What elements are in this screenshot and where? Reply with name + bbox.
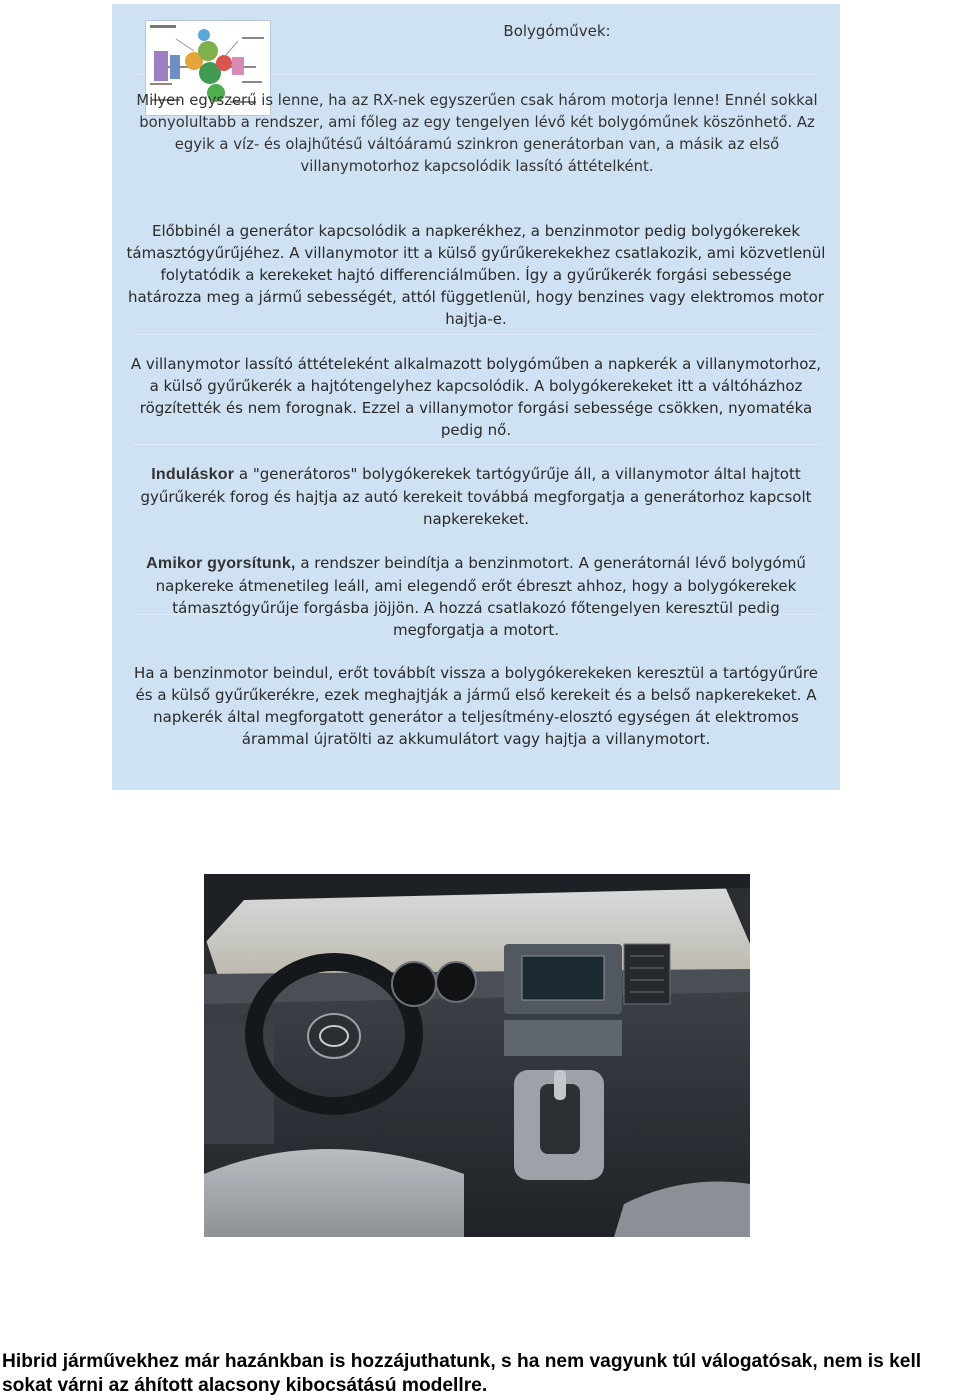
panel-rule	[132, 334, 820, 335]
paragraph-2	[126, 220, 826, 330]
paragraph-text: A villanymotor lassító áttételeként alkalmazott bolygóműben a napkerék a villanymotorhoz, a külső gyűrűkerék a hajtótengelyhez kapcsolódik. A bolygókerekeket itt a váltóházhoz rögzítették és nem forognak. Ezzel a villanymotor forgási sebessége csökken, nyomatéka pedig nő.	[130, 355, 822, 439]
paragraph-text: Előbbinél a generátor kapcsolódik a napkerékhez, a benzinmotor pedig bolygókerekek támasztógyűrűjéhez. A villanymotor itt a külső gyűrűkerekekhez csatlakozik, ami közvetlenül folytatódik a kerekeket hajtó differenciálműben. Így a gyűrűkerék forgási sebessége határozza meg a jármű sebességét, attól függetlenül, hogy benzines vagy elektromos motor hajtja-e.	[126, 222, 826, 328]
footer-note: Hibrid járművekhez már hazánkban is hozzájuthatunk, s ha nem vagyunk túl válogatósak, nem is kell sokat várni az áhított alacsony kibocsátású modellre.	[2, 1351, 922, 1396]
paragraph-text: Ha a benzinmotor beindul, erőt továbbít vissza a bolygókerekeken keresztül a tartógyűrűre és a külső gyűrűkerékre, ezek meghajtják a jármű első kerekeit és a belső napkerekeket. A napkerék által megforgatott generátor a teljesítmény-elosztó egységen át elektromos árammal újratölti az akkumulátort vagy hajtja a villanymotort.	[134, 664, 818, 748]
paragraph-5	[126, 552, 826, 641]
paragraph-lead: Amikor gyorsítunk,	[146, 555, 296, 572]
paragraph-text: a "generátoros" bolygókerekek tartógyűrűje áll, a villanymotor által hajtott gyűrűkerék forog és hajtja az autó kerekeit továbbá megforgatja a generátorhoz kapcsolt napkerekeket.	[140, 465, 812, 528]
paragraph-6	[126, 662, 826, 750]
paragraph-lead: Induláskor	[151, 466, 235, 483]
paragraph-text: a rendszer beindítja a benzinmotort. A generátornál lévő bolygómű napkereke átmenetileg leáll, ami elegendő erőt ébreszt ahhoz, hogy a bolygókerekek támasztógyűrűje forgásba jöjjön. A hozzá csatlakozó főtengelyen keresztül pedig megforgatja a motort.	[155, 554, 806, 639]
paragraph-4	[126, 463, 826, 530]
paragraph-text: Milyen egyszerű is lenne, ha az RX-nek egyszerűen csak három motorja lenne! Ennél sokkal bonyolultabb a rendszer, ami főleg az egy tengelyen lévő két bolygóműnek köszönhető. Az egyik a víz- és olajhűtésű váltóáramú szinkron generátorban van, a másik az első villanymotorhoz kapcsolódik lassító áttételként.	[136, 92, 818, 175]
car-interior-photo	[204, 874, 750, 1237]
paragraph-3	[126, 353, 826, 441]
panel-rule	[132, 444, 820, 445]
panel-title: Bolygóművek:	[503, 22, 611, 40]
paragraph-1	[132, 90, 822, 178]
car-interior-image-icon	[204, 874, 750, 1237]
article-panel	[112, 4, 840, 790]
